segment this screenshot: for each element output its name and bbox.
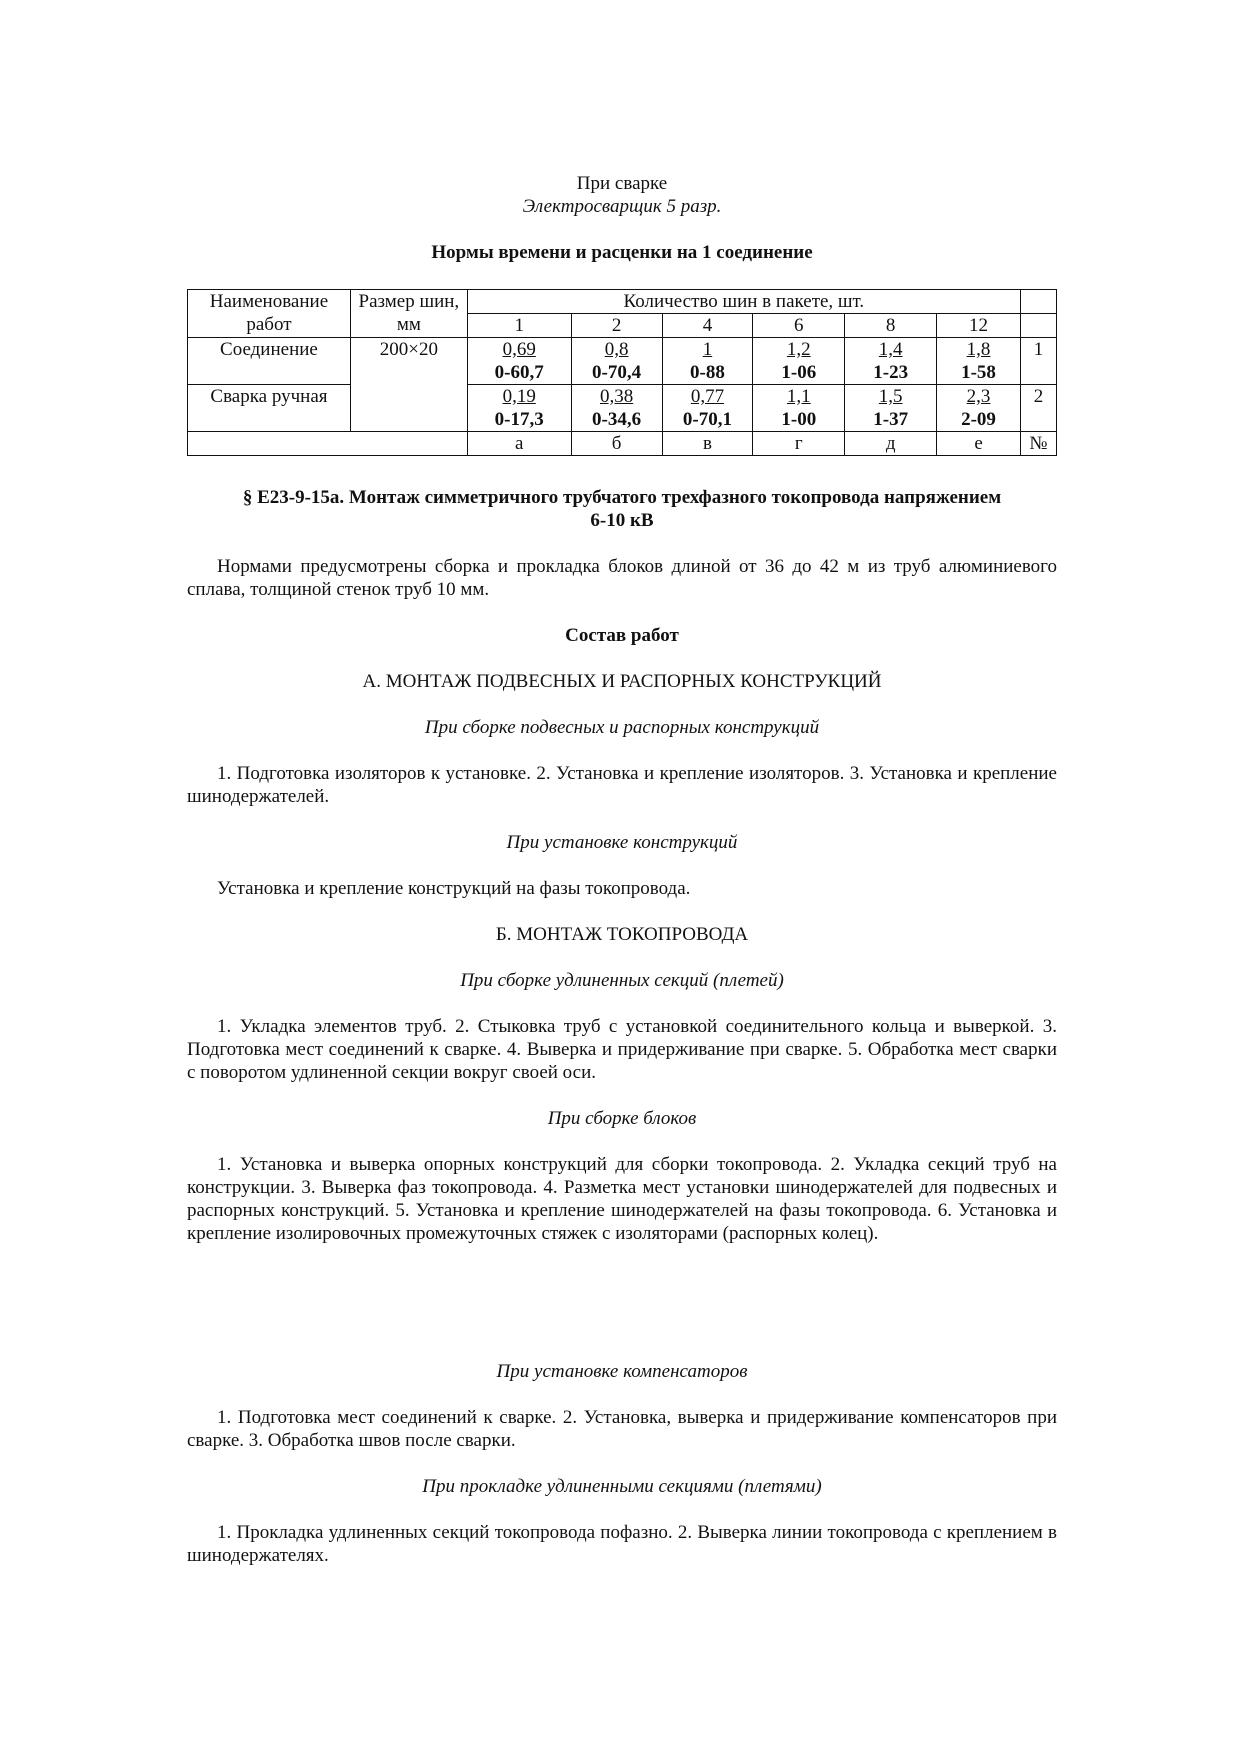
price: 1-00	[781, 409, 817, 430]
time-norm: 1	[702, 339, 713, 360]
norm-cell	[845, 338, 937, 385]
norm-cell	[937, 385, 1021, 432]
col-letter: а	[467, 432, 571, 456]
time-norm: 1,8	[966, 339, 991, 360]
row-name: Сварка ручная	[188, 385, 351, 432]
norm-cell	[467, 385, 571, 432]
worker-grade: Электросварщик 5 разр.	[522, 196, 722, 217]
time-norm: 1,1	[786, 386, 811, 407]
col-letter: в	[662, 432, 753, 456]
price: 0-70,1	[682, 409, 732, 430]
composition-title: Состав работ	[565, 625, 679, 646]
time-norm: 0,8	[604, 339, 629, 360]
num-sign: №	[1020, 432, 1056, 456]
size-value: 200×20	[350, 338, 467, 432]
norm-cell	[845, 385, 937, 432]
section-title-line-2: 6-10 кВ	[590, 510, 654, 531]
part-a-title: А. МОНТАЖ ПОДВЕСНЫХ И РАСПОРНЫХ КОНСТРУКЦИЙ	[362, 671, 882, 692]
b3-subtitle: При установке компенсаторов	[496, 1361, 748, 1382]
norm-cell	[467, 338, 571, 385]
time-norm: 0,19	[502, 386, 536, 407]
col-letter: г	[753, 432, 845, 456]
price: 0-60,7	[494, 362, 544, 383]
empty-cell	[188, 432, 468, 456]
qty-col: 4	[662, 314, 753, 338]
norm-cell	[753, 385, 845, 432]
norm-cell	[571, 385, 662, 432]
a1-subtitle: При сборке подвесных и распорных конструкций	[424, 717, 820, 738]
price: 0-34,6	[592, 409, 642, 430]
norm-cell	[571, 338, 662, 385]
section-title-line-1: § Е23-9-15а. Монтаж симметричного трубчатого трехфазного токопровода напряжением	[242, 487, 1002, 508]
b3-paragraph: 1. Подготовка мест соединений к сварке. 2. Установка, выверка и придерживание компенсаторов при сварке. 3. Обработка швов после сварки.	[187, 1407, 1057, 1451]
b2-subtitle: При сборке блоков	[547, 1108, 697, 1129]
price: 2-09	[961, 409, 996, 430]
price: 0-88	[690, 362, 725, 383]
b2-paragraph: 1. Установка и выверка опорных конструкций для сборки токопровода. 2. Укладка секций труб на конструкции. 3. Выверка фаз токопровода. 4. Разметка мест установки шинодержателей для подвесных и распорных конструкций. 5. Установка и крепление шинодержателей на фазы токопровода. 6. Установка и крепление изолировочных промежуточных стяжек с изоляторами (распорных колец).	[187, 1154, 1057, 1244]
time-norm: 1,2	[786, 339, 811, 360]
norms-table	[187, 289, 1057, 456]
price: 1-06	[781, 362, 817, 383]
qty-col: 6	[753, 314, 845, 338]
empty-cell	[1020, 290, 1056, 314]
norm-cell	[753, 338, 845, 385]
row-name: Соединение	[188, 338, 351, 385]
intro-paragraph: Нормами предусмотрены сборка и прокладка блоков длиной от 36 до 42 м из труб алюминиевого сплава, толщиной стенок труб 10 мм.	[187, 556, 1057, 600]
col-header-qty: Количество шин в пакете, шт.	[467, 290, 1020, 314]
time-norm: 1,4	[878, 339, 903, 360]
qty-col: 1	[467, 314, 571, 338]
price: 1-58	[961, 362, 996, 383]
table-row	[188, 385, 1057, 432]
a2-paragraph: Установка и крепление конструкций на фазы токопровода.	[217, 878, 691, 899]
price: 1-37	[873, 409, 909, 430]
table-title: Нормы времени и расценки на 1 соединение	[431, 242, 813, 263]
qty-col: 2	[571, 314, 662, 338]
part-b-title: Б. МОНТАЖ ТОКОПРОВОДА	[495, 924, 749, 945]
b1-subtitle: При сборке удлиненных секций (плетей)	[460, 970, 784, 991]
time-norm: 0,69	[502, 339, 536, 360]
empty-cell	[1020, 314, 1056, 338]
b1-paragraph: 1. Укладка элементов труб. 2. Стыковка труб с установкой соединительного кольца и выверкой. 3. Подготовка мест соединений к сварке. 4. Выверка и придерживание при сварке. 5. Обработка мест сварки с поворотом удлиненной секции вокруг своей оси.	[187, 1016, 1057, 1083]
a1-paragraph: 1. Подготовка изоляторов к установке. 2. Установка и крепление изоляторов. 3. Установка и крепление шинодержателей.	[187, 763, 1057, 807]
price: 0-17,3	[494, 409, 544, 430]
time-norm: 0,77	[690, 386, 725, 407]
time-norm: 2,3	[966, 386, 991, 407]
price: 1-23	[873, 362, 909, 383]
qty-col: 12	[937, 314, 1021, 338]
time-norm: 0,38	[599, 386, 634, 407]
time-norm: 1,5	[878, 386, 903, 407]
norm-cell	[662, 338, 753, 385]
header-line-1: При сварке	[576, 173, 668, 194]
b4-paragraph: 1. Прокладка удлиненных секций токопровода пофазно. 2. Выверка линии токопровода с креплением в шинодержателях.	[187, 1522, 1057, 1566]
qty-col: 8	[845, 314, 937, 338]
b4-subtitle: При прокладке удлиненными секциями (плетями)	[422, 1476, 822, 1497]
col-letter: д	[845, 432, 937, 456]
row-number: 2	[1020, 385, 1056, 432]
col-letter: б	[571, 432, 662, 456]
row-number: 1	[1020, 338, 1056, 385]
col-letter: е	[937, 432, 1021, 456]
price: 0-70,4	[592, 362, 642, 383]
a2-subtitle: При установке конструкций	[506, 832, 738, 853]
col-header-name: Наименование работ	[188, 290, 351, 338]
norm-cell	[937, 338, 1021, 385]
col-header-size: Размер шин, мм	[350, 290, 467, 338]
norm-cell	[662, 385, 753, 432]
table-row	[188, 338, 1057, 385]
